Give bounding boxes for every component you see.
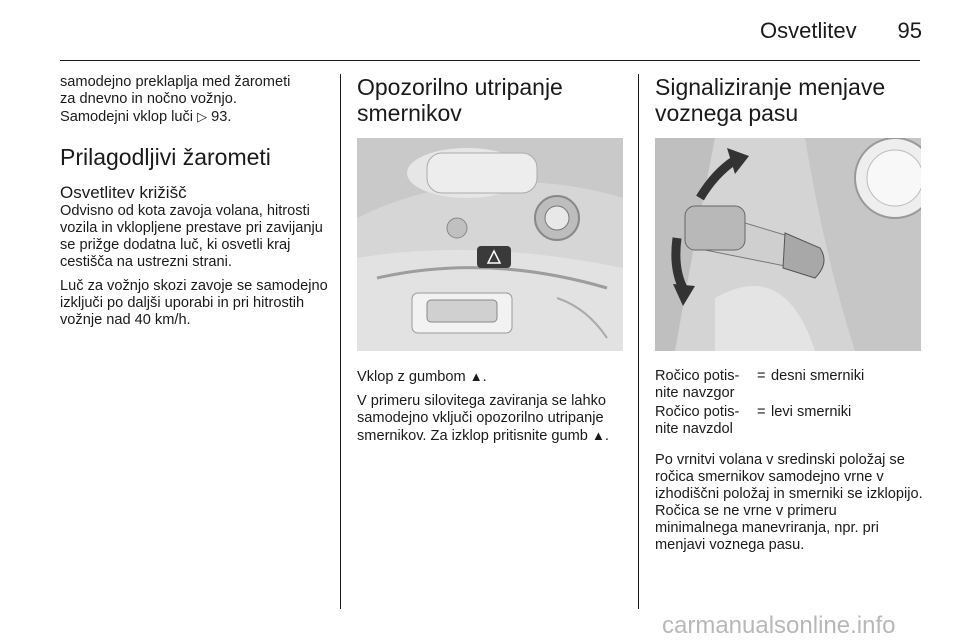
caption-text: Vklop z gumbom (357, 369, 466, 385)
hazard-paragraph (357, 393, 623, 445)
reference-text: Samodejni vklop luči (60, 109, 194, 125)
paragraph-1: Odvisno od kota zavoja volana, hitrosti vozila in vklopljene prestave pri zavijanju se prižge dodatna luč, ki osvetli kraj cestišča na ustrezni strani. (60, 203, 323, 270)
subheading: Osvetlitev križišč (60, 183, 187, 202)
hazard-paragraph-end: . (604, 428, 609, 444)
section-heading-lane-change: Signaliziranje menjave voznega pasu (655, 74, 886, 126)
definition-term: Ročico potis-nite navzdol (655, 404, 740, 437)
column-2 (357, 74, 623, 452)
definition-term: Ročico potis-nite navzgor (655, 368, 740, 401)
page-reference[interactable] (60, 108, 332, 126)
column-divider-1 (340, 74, 341, 609)
lane-change-paragraph: Po vrnitvi volana v sredinski položaj se ročica smernikov samodejno vrne v izhodiščni položaj in smerniki se izklopijo. Ročica se ne vrne v primeru minimalnega manevriranja, npr. pri menjavi voznega pasu. (655, 452, 923, 553)
turn-signal-lever-illustration (655, 138, 921, 351)
intro-line-1: samodejno preklaplja med žarometi (60, 74, 291, 90)
column-divider-2 (638, 74, 639, 609)
caption (357, 368, 623, 386)
definition-description: levi smerniki (771, 404, 852, 420)
section-heading-hazard: Opozorilno utripanje smernikov (357, 74, 563, 126)
column-1 (60, 74, 332, 336)
definition-equals: = (757, 404, 766, 420)
definition-row (655, 404, 923, 438)
caption-end: . (482, 369, 487, 385)
header-rule (60, 60, 920, 61)
hazard-paragraph-text: V primeru silovitega zaviranja se lahko samodejno vključi opozorilno utripanje smernikov. Za izklop pritisnite gumb (357, 393, 607, 444)
hazard-triangle-icon: ▲ (469, 369, 483, 384)
definition-row (655, 368, 923, 402)
definition-equals: = (757, 368, 766, 384)
reference-page: 93. (211, 109, 232, 125)
definition-list (655, 368, 923, 438)
page-title: Osvetlitev (760, 18, 857, 43)
hazard-triangle-icon: ▲ (591, 428, 605, 443)
reference-arrow-icon: ▷ (197, 109, 208, 124)
hazard-button-illustration (357, 138, 623, 351)
page-number: 95 (897, 18, 922, 43)
watermark: carmanualsonline.info (662, 612, 896, 639)
definition-description: desni smerniki (771, 368, 865, 384)
section-heading: Prilagodljivi žarometi (60, 144, 271, 170)
intro-line-2: za dnevno in nočno vožnjo. (60, 91, 237, 107)
column-3 (655, 74, 923, 561)
paragraph-2: Luč za vožnjo skozi zavoje se samodejno izključi po daljši uporabi in pri hitrostih vožnje nad 40 km/h. (60, 278, 328, 328)
